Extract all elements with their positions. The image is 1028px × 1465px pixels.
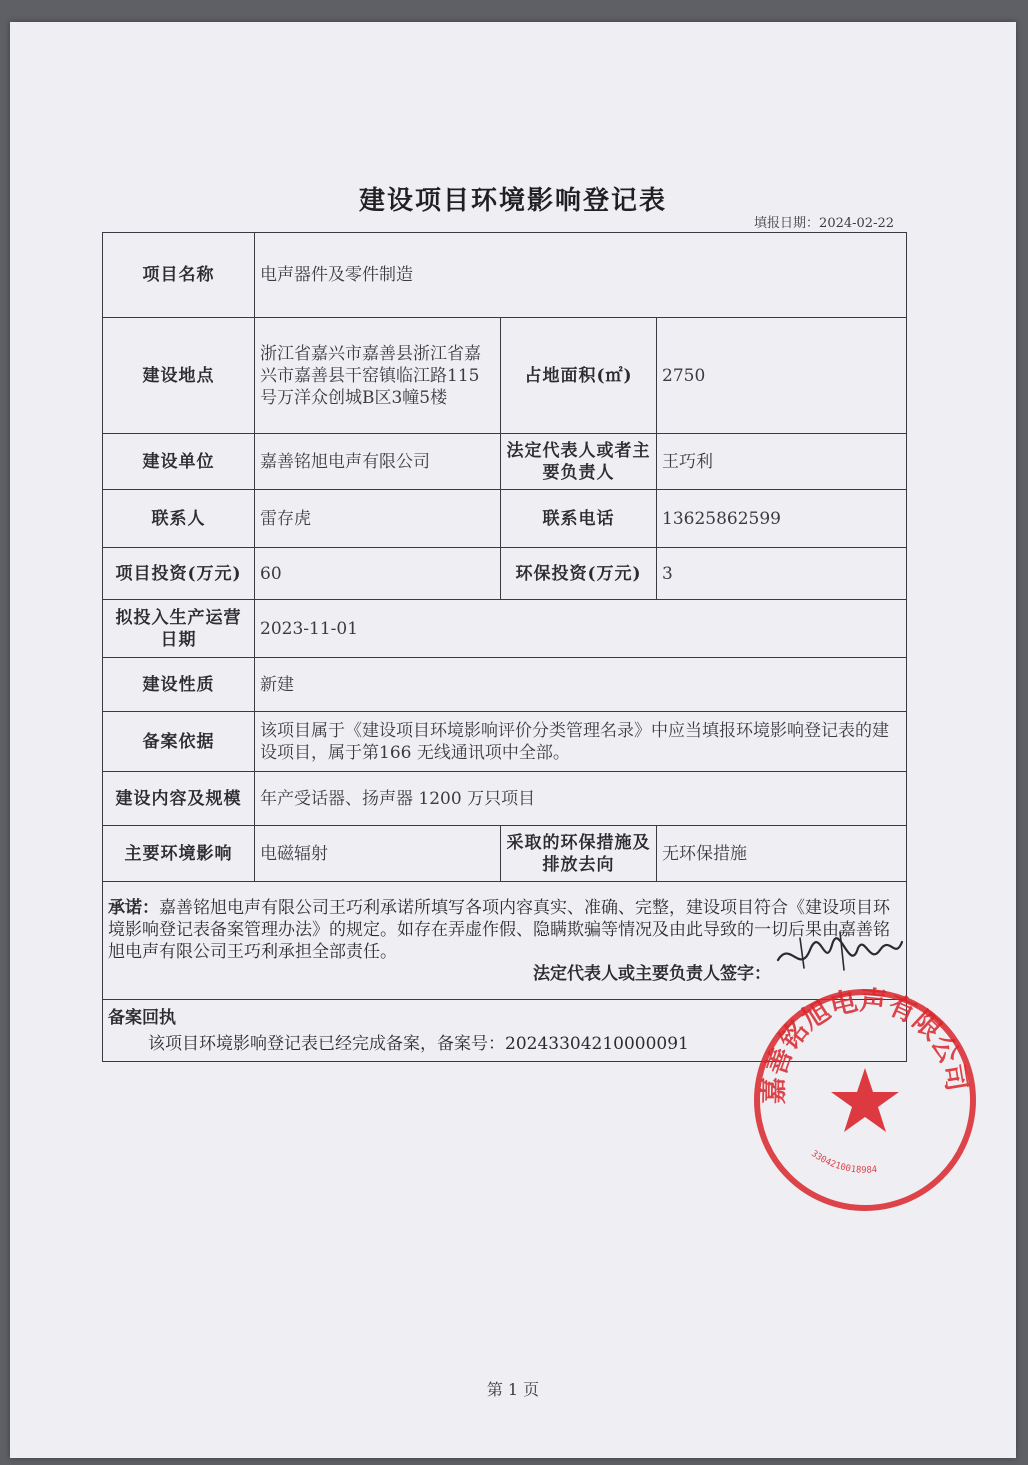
fill-date-label: 填报日期： [754,216,820,231]
stamp-company-text: 嘉善铭旭电声有限公司 [758,985,972,1105]
nature-value: 新建 [255,658,907,712]
contact-value: 雷存虎 [255,490,501,548]
location-value: 浙江省嘉兴市嘉善县浙江省嘉兴市嘉善县干窑镇临江路115号万洋众创城B区3幢5楼 [255,318,501,434]
basis-value: 该项目属于《建设项目环境影响评价分类管理名录》中应当填报环境影响登记表的建设项目，属于第166 无线通讯项中全部。 [255,712,907,772]
unit-value: 嘉善铭旭电声有限公司 [255,434,501,490]
document-title: 建设项目环境影响登记表 [358,186,667,216]
start-date-label: 拟投入生产运营日期 [103,600,255,658]
measures-value: 无环保措施 [657,826,907,882]
start-date-value: 2023-11-01 [255,600,907,658]
area-value: 2750 [657,318,907,434]
svg-text:3304210018984 [809,1149,878,1176]
legal-rep-label: 法定代表人或者主要负责人 [501,434,657,490]
project-name-value: 电声器件及零件制造 [255,233,907,318]
fill-date [754,212,894,231]
receipt-label: 备案回执 [108,1007,176,1028]
document-page [10,22,1016,1458]
legal-rep-value: 王巧利 [657,434,907,490]
impact-value: 电磁辐射 [255,826,501,882]
receipt-number: 20243304210000091 [505,1033,689,1054]
receipt-text: 该项目环境影响登记表已经完成备案，备案号： [148,1033,505,1054]
impact-label: 主要环境影响 [103,826,255,882]
page-number: 第 1 页 [486,1380,540,1399]
basis-label: 备案依据 [103,712,255,772]
unit-label: 建设单位 [103,434,255,490]
nature-label: 建设性质 [103,658,255,712]
investment-value: 60 [255,548,501,600]
content-label: 建设内容及规模 [103,772,255,826]
commitment-text: 嘉善铭旭电声有限公司王巧利承诺所填写各项内容真实、准确、完整，建设项目符合《建设项目环境影响登记表备案管理办法》的规定。如存在弄虚作假、隐瞒欺骗等情况及由此导致的一切后果由嘉善铭旭电声有限公司王巧利承担全部责任。 [108,897,890,962]
content-value: 年产受话器、扬声器 1200 万只项目 [255,772,907,826]
signature-line: 法定代表人或主要负责人签字： [533,963,772,984]
env-investment-label: 环保投资(万元) [501,548,657,600]
company-seal-stamp [745,980,985,1220]
commitment-label: 承诺： [108,897,159,918]
phone-value: 13625862599 [657,490,907,548]
phone-label: 联系电话 [501,490,657,548]
measures-label: 采取的环保措施及排放去向 [501,826,657,882]
location-label: 建设地点 [103,318,255,434]
project-name-label: 项目名称 [103,233,255,318]
area-label: 占地面积(㎡) [501,318,657,434]
contact-label: 联系人 [103,490,255,548]
stamp-code-text: 3304210018984 [809,1148,878,1176]
fill-date-value: 2024-02-22 [819,216,894,231]
env-investment-value: 3 [657,548,907,600]
investment-label: 项目投资(万元) [103,548,255,600]
